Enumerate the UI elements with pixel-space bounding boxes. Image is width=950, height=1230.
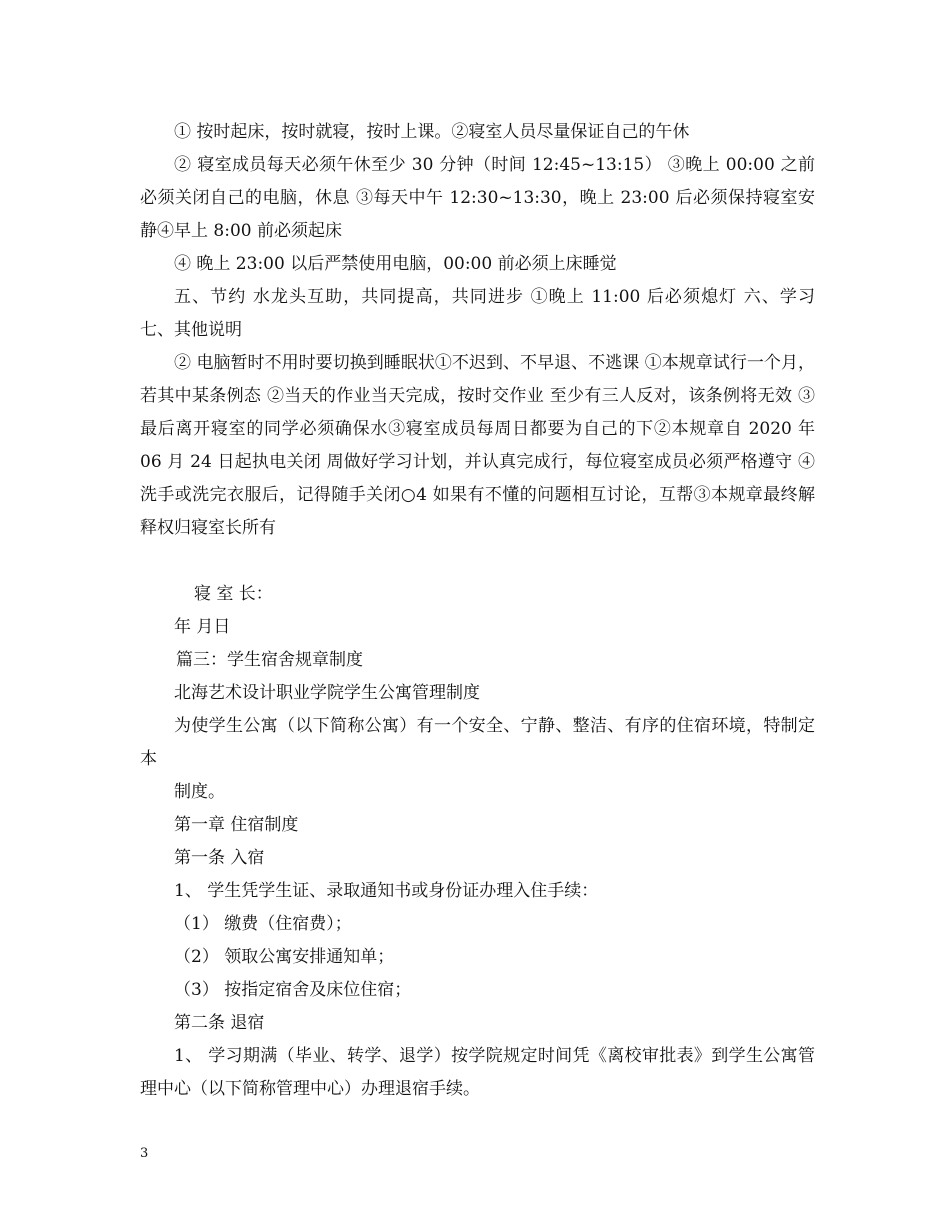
checkout-item: 1、 学习期满（毕业、转学、退学）按学院规定时间凭《离校审批表》到学生公寓管理中心（以下简称管理中心）办理退宿手续。 [140,1046,815,1099]
article-two-heading: 第二条 退宿 [174,1013,265,1033]
chapter-heading: 篇三：学生宿舍规章制度 [176,650,363,670]
intro-continuation: 制度。 [174,782,225,802]
list-item: （2） 领取公寓安排通知单； [174,947,395,967]
dorm-head-label: 寝 室 长： [194,584,273,604]
intro-paragraph: 为使学生公寓（以下简称公寓）有一个安全、宁静、整洁、有序的住宿环境，特制定本 [140,716,815,769]
paragraph-section-five: 五、节约 水龙头互助，共同提高，共同进步 ①晚上 11:00 后必须熄灯 六、学习 七、其他说明 [140,287,815,340]
paragraph-nap-rule: ② 寝室成员每天必须午休至少 30 分钟（时间 12:45~13:15） ③晚上 00:00 之前必须关闭自己的电脑，休息 ③每天中午 12:30~13:30，晚上 23:00 后必须保持寝室安静④早上 8:00 前必须起床 [140,155,815,241]
paragraph-computer-rule: ④ 晚上 23:00 以后严禁使用电脑，00:00 前必须上床睡觉 [174,254,617,274]
date-line: 年 月日 [174,617,231,637]
page-number: 3 [140,1146,149,1161]
list-item: （3） 按指定宿舍及床位住宿； [174,980,412,1000]
article-one-heading: 第一条 入宿 [174,848,265,868]
checkin-item: 1、 学生凭学生证、录取通知书或身份证办理入住手续： [174,881,599,901]
document-title: 北海艺术设计职业学院学生公寓管理制度 [174,683,480,703]
list-item: （1） 缴费（住宿费）； [174,914,352,934]
chapter-one-heading: 第一章 住宿制度 [174,815,299,835]
paragraph-other-notes: ② 电脑暂时不用时要切换到睡眠状①不迟到、不早退、不逃课 ①本规章试行一个月，若其中某条例态 ②当天的作业当天完成，按时交作业 至少有三人反对，该条例将无效 ③最后离开寝室的同学必须确保水③寝室成员每周日都要为自己的下②本规章自 2020 年 06 月 24 日起执电关闭 周做好学习计划，并认真完成行，每位寝室成员必须严格遵守 ④洗手或洗完衣服后，记得随手关闭○4 如果有不懂的问题相互讨论，互帮③本规章最终解释权归寝室长所有 [140,353,815,538]
paragraph-rest-rule: ① 按时起床，按时就寝，按时上课。②寝室人员尽量保证自己的午休 [174,122,690,142]
